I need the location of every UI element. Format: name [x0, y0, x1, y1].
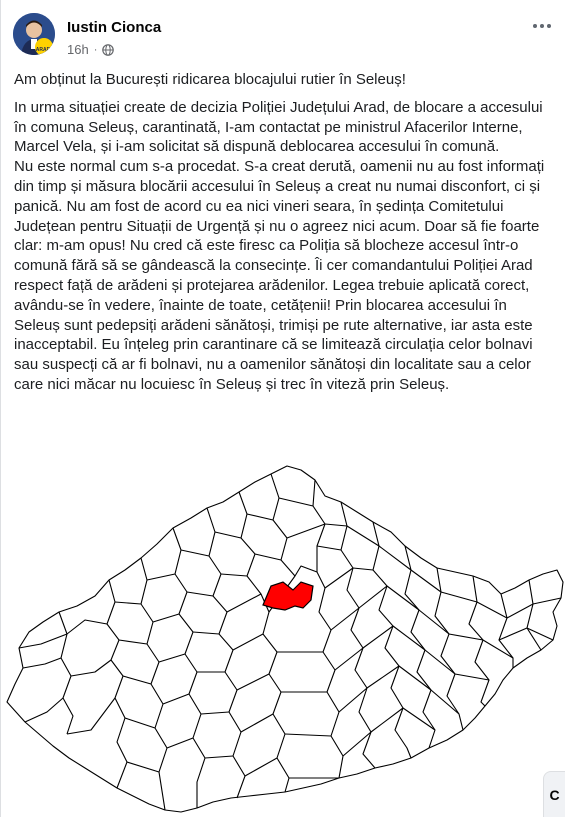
post-paragraph-1: In urma situației create de decizia Poliției Județului Arad, de blocare a accesului în comuna Seleuș, carantinată, I-am contactat pe ministrul Afacerilor Interne, Marcel Vela, și i-am solicitat să dispună deblocarea accesului în comună. [14, 98, 547, 156]
avatar-badge-text: ARAD [35, 47, 51, 53]
globe-icon[interactable] [102, 44, 114, 56]
more-horizontal-icon[interactable] [531, 21, 553, 31]
post-body [14, 70, 554, 395]
author-name[interactable]: Iustin Cionca [67, 19, 162, 36]
county-map [1, 462, 565, 817]
post-header [13, 13, 553, 61]
avatar-image [13, 13, 55, 55]
post-image-map[interactable] [1, 462, 565, 817]
post-meta [67, 42, 114, 57]
post-paragraph-2: Nu este normal cum s-a procedat. S-a creat derută, oamenii nu au fost informați din timp și măsura blocării accesului în Seleuș a creat nu numai disconfort, ci și panică. Nu am fost de acord cu ea nici vineri seara, în ședința Comitetului Județean pentru Situații de Urgență și nu o agreez nici acum. Doar să fie foarte clar: m-am opus! Nu cred că este firesc ca Poliția să blocheze accesul într-o comună fără să se gândească la consecințe. Îi cer comandantului Poliției Arad respect față de arădeni și protejarea arădenilor. Legea trebuie aplicată corect, avându-se în vedere, înainte de toate, cetățenii! Prin blocarea accesului în Seleuș sunt pedepsiți arădeni sănătoși, trimiși pe rute alternative, iar asta este inacceptabil. Eu înțeleg prin carantinare că se limitează circulația celor bolnavi sau suspecți că ar fi bolnavi, nu a oamenilor sănătoși din localitate sau a celor care nici măcar nu locuiesc în Seleuș și trec în viteză prin Seleuș. [14, 158, 549, 393]
post-timestamp[interactable]: 16h [67, 42, 89, 57]
chat-badge[interactable]: C [543, 771, 565, 817]
meta-separator: · [93, 43, 98, 56]
seleus-highlight [263, 582, 313, 610]
post-headline: Am obținut la București ridicarea blocajului rutier în Seleuș! [14, 71, 406, 88]
map-outline [7, 466, 563, 812]
author-avatar[interactable] [13, 13, 55, 55]
